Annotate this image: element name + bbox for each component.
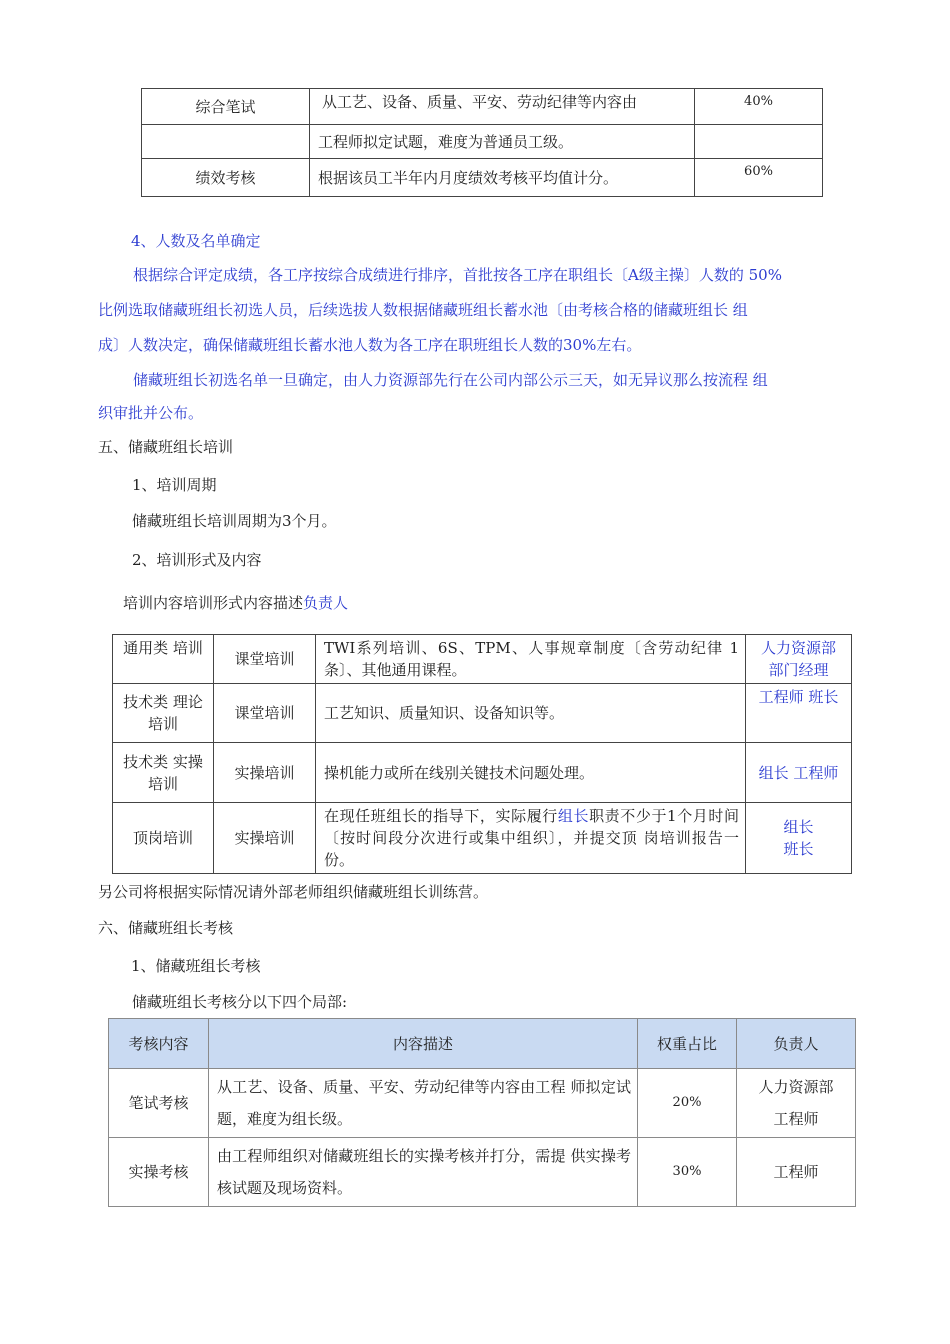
paragraph-line: 储藏班组长初选名单一旦确定，由人力资源部先行在公司内部公示三天，如无异议那么按流程 组 — [133, 371, 768, 389]
table-cell — [695, 125, 823, 159]
table-cell: 工程师 — [737, 1138, 856, 1207]
paragraph-line: 比例选取储藏班组长初选人员，后续选拔人数根据储藏班组长蓄水池〔由考核合格的储藏班组长 组 — [98, 301, 748, 319]
table-row — [109, 1138, 856, 1207]
subheading: 2、培训形式及内容 — [132, 551, 262, 569]
table-cell: 由工程师组织对储藏班组长的实操考核并打分，需提 供实操考核试题及现场资料。 — [209, 1138, 638, 1207]
caption-owner: 负责人 — [303, 594, 349, 612]
paragraph-line: 储藏班组长培训周期为3个月。 — [132, 512, 337, 530]
paragraph-line: 另公司将根据实际情况请外部老师组织储藏班组长训练营。 — [98, 883, 489, 901]
table-cell: 综合笔试 — [142, 89, 310, 125]
table-cell: 技术类 实操培训 — [113, 743, 214, 803]
table-cell: 工程师 班长 — [746, 684, 852, 743]
table-cell: 实操培训 — [214, 743, 316, 803]
column-header: 负责人 — [737, 1019, 856, 1069]
paragraph-line: 成〕人数决定，确保储藏班组长蓄水池人数为各工序在职班组长人数的30%左右。 — [98, 336, 642, 354]
section-heading: 4、人数及名单确定 — [131, 232, 261, 250]
table-row — [113, 635, 852, 684]
table-cell: 组长 班长 — [746, 803, 852, 874]
table-cell: 人力资源部 部门经理 — [746, 635, 852, 684]
table-cell: 操机能力或所在线别关键技术问题处理。 — [316, 743, 746, 803]
table-cell: 60% — [695, 159, 823, 197]
table-cell: 人力资源部 工程师 — [737, 1069, 856, 1138]
table-cell: 20% — [638, 1069, 737, 1138]
table-cell — [142, 125, 310, 159]
table-cell: 从工艺、设备、质量、平安、劳动纪律等内容由工程 师拟定试题，难度为组长级。 — [209, 1069, 638, 1138]
cell-text: 在现任班组长的指导下，实际履行 — [324, 807, 558, 825]
table-row — [113, 684, 852, 743]
subheading: 1、储藏班组长考核 — [131, 957, 261, 975]
table-cell: 技术类 理论培训 — [113, 684, 214, 743]
table-cell: 40% — [695, 89, 823, 125]
column-header: 内容描述 — [209, 1019, 638, 1069]
cell-text: 职责不少于1个月时间〔按时间段分次进行或集中组织〕，并提交顶 岗培训报告一份。 — [324, 807, 739, 869]
table-row — [142, 159, 823, 197]
training-table — [112, 634, 852, 874]
assessment-table — [108, 1018, 856, 1207]
table-cell: 实操考核 — [109, 1138, 209, 1207]
table-cell: 顶岗培训 — [113, 803, 214, 874]
table-cell: 课堂培训 — [214, 684, 316, 743]
table-cell: 组长 工程师 — [746, 743, 852, 803]
table-cell: TWI系列培训、6S、TPM、人事规章制度〔含劳动纪律 1条〕、其他通用课程。 — [316, 635, 746, 684]
table-row — [142, 89, 823, 125]
table-cell: 根据该员工半年内月度绩效考核平均值计分。 — [310, 159, 695, 197]
table-cell: 课堂培训 — [214, 635, 316, 684]
section-heading: 五、储藏班组长培训 — [98, 438, 234, 456]
cell-text-highlight: 组长 — [557, 807, 590, 825]
table-cell: 实操培训 — [214, 803, 316, 874]
table-row — [109, 1069, 856, 1138]
table-cell: 绩效考核 — [142, 159, 310, 197]
table-row — [113, 803, 852, 874]
table-caption — [123, 592, 348, 614]
table-cell: 工程师拟定试题，难度为普通员工级。 — [310, 125, 695, 159]
table-header-row — [109, 1019, 856, 1069]
table-cell: 工艺知识、质量知识、设备知识等。 — [316, 684, 746, 743]
subheading: 1、培训周期 — [132, 476, 217, 494]
paragraph-line: 织审批并公布。 — [98, 404, 204, 422]
table-cell — [316, 803, 746, 874]
assessment-weight-table — [141, 88, 823, 197]
table-cell: 通用类 培训 — [113, 635, 214, 684]
table-cell: 笔试考核 — [109, 1069, 209, 1138]
table-cell: 30% — [638, 1138, 737, 1207]
column-header: 权重占比 — [638, 1019, 737, 1069]
paragraph-line: 储藏班组长考核分以下四个局部: — [132, 993, 348, 1011]
table-cell: 从工艺、设备、质量、平安、劳动纪律等内容由 — [310, 89, 695, 125]
table-row — [113, 743, 852, 803]
column-header: 考核内容 — [109, 1019, 209, 1069]
section-heading: 六、储藏班组长考核 — [98, 919, 234, 937]
table-row — [142, 125, 823, 159]
paragraph-line: 根据综合评定成绩，各工序按综合成绩进行排序，首批按各工序在职组长〔A级主操〕人数的 50% — [133, 266, 782, 284]
caption-text: 培训内容培训形式内容描述 — [123, 594, 304, 612]
